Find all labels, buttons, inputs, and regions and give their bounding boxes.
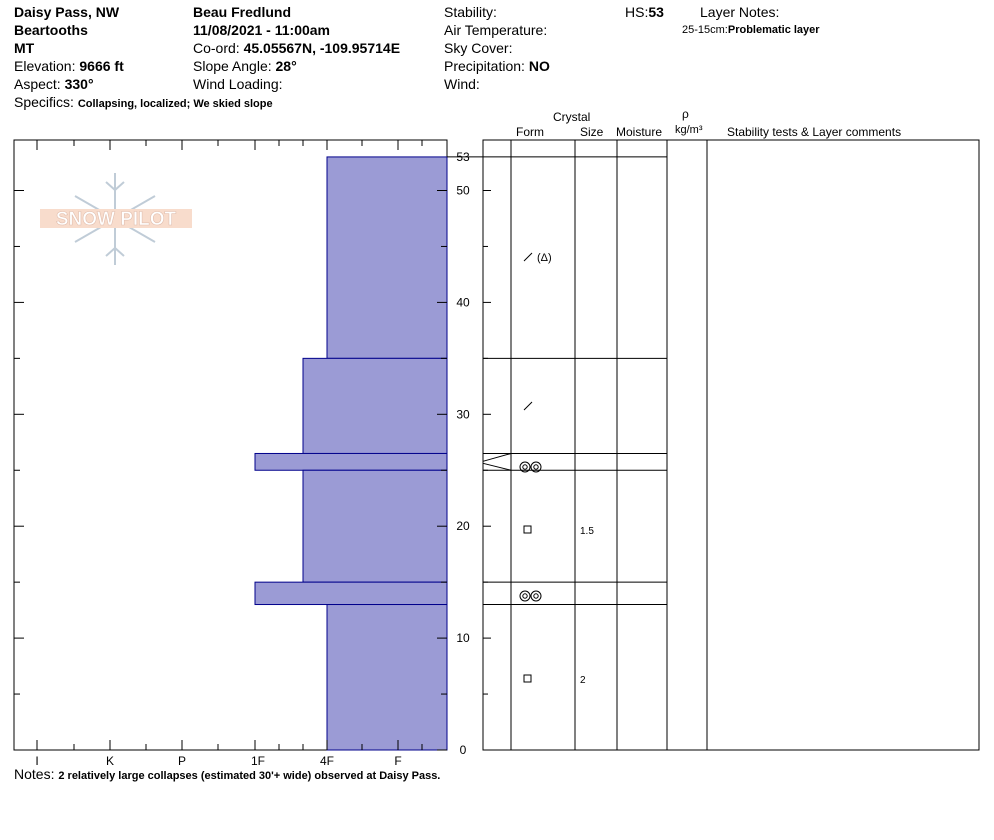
aspect-value: 330° — [64, 76, 94, 92]
y-tick-label-40: 40 — [456, 295, 470, 310]
mountain-range: Beartooths — [14, 22, 88, 38]
form-symbol-precip-particle — [524, 253, 532, 261]
hs-value: 53 — [648, 4, 664, 20]
hardness-bar-2 — [303, 358, 447, 453]
elevation-value: 9666 ft — [79, 58, 124, 74]
rho-header: ρ — [682, 107, 689, 121]
x-tick-label-P: P — [177, 754, 187, 768]
datetime: 11/08/2021 - 11:00am — [193, 22, 331, 38]
hardness-bar-3 — [255, 453, 447, 470]
crystal-header: Crystal — [553, 110, 591, 124]
density-unit-header: kg/m³ — [675, 124, 703, 136]
comments-header: Stability tests & Layer comments — [727, 125, 902, 139]
aspect-label: Aspect: — [14, 76, 61, 92]
form-symbol-decomposing — [524, 402, 532, 410]
x-tick-label-K: K — [105, 754, 115, 768]
coord-value: 45.05567N, -109.95714E — [243, 40, 401, 56]
air-temp-label: Air Temperature: — [444, 22, 548, 38]
notes — [14, 766, 440, 782]
slope-label: Slope Angle: — [193, 58, 272, 74]
y-tick-label-0: 0 — [459, 743, 467, 757]
crystal-size-3: 1.5 — [580, 526, 594, 537]
form-symbol-melt-inner-2-1 — [534, 465, 538, 469]
form-symbol-melt-outer-4-1 — [531, 591, 541, 601]
location: Daisy Pass, NW — [14, 4, 120, 20]
moisture-header: Moisture — [616, 125, 663, 139]
x-tick-label-4F: 4F — [319, 754, 335, 768]
form-header: Form — [516, 125, 544, 139]
layer-connector-top — [483, 453, 511, 461]
hardness-bar-6 — [327, 605, 447, 750]
specifics-label: Specifics: — [14, 94, 74, 110]
precip-value: NO — [528, 58, 550, 74]
layer-note-range: 25-15cm: — [682, 24, 728, 36]
notes-label: Notes: — [14, 766, 55, 782]
state: MT — [14, 40, 35, 56]
crystal-size-5: 2 — [580, 675, 586, 686]
y-tick-label-53: 53 — [456, 149, 470, 164]
x-tick-label-1F: 1F — [250, 754, 266, 768]
layer-connector-bottom — [483, 463, 511, 470]
wind-loading-label: Wind Loading: — [193, 76, 283, 92]
y-tick-label-30: 30 — [456, 407, 470, 422]
sky-cover-label: Sky Cover: — [444, 40, 513, 56]
slope-value: 28° — [275, 58, 297, 74]
logo-text: SNOW PILOT — [55, 209, 177, 230]
wind-label: Wind: — [444, 76, 480, 92]
form-symbol-faceted-bracket: (Δ) — [537, 252, 552, 264]
form-symbol-melt-inner-2-0 — [523, 465, 527, 469]
form-symbol-faceted-3 — [524, 526, 531, 533]
form-symbol-melt-inner-4-1 — [534, 594, 538, 598]
coord-label: Co-ord: — [193, 40, 240, 56]
y-tick-label-10: 10 — [456, 631, 470, 646]
x-tick-label-F: F — [394, 754, 402, 768]
hs-label: HS: — [625, 4, 649, 20]
size-header: Size — [580, 125, 604, 139]
layer-note-text: Problematic layer — [727, 24, 820, 36]
hardness-bar-4 — [303, 470, 447, 582]
layer-table-frame — [483, 140, 979, 750]
snowpilot-logo — [40, 173, 192, 265]
layer-notes-label: Layer Notes: — [700, 4, 780, 20]
hardness-bar-5 — [255, 582, 447, 604]
notes-text: 2 relatively large collapses (estimated 30'+ wide) observed at Daisy Pass. — [58, 770, 441, 782]
x-tick-label-I: I — [35, 754, 39, 768]
form-symbol-faceted-5 — [524, 675, 531, 682]
form-symbol-melt-outer-4-0 — [520, 591, 530, 601]
precip-label: Precipitation: — [444, 58, 525, 74]
stability-label: Stability: — [444, 4, 497, 20]
hardness-bar-1 — [327, 157, 447, 358]
form-symbol-melt-inner-4-0 — [523, 594, 527, 598]
observer: Beau Fredlund — [193, 4, 292, 20]
y-tick-label-50: 50 — [456, 183, 470, 198]
y-tick-label-20: 20 — [456, 519, 470, 534]
elevation-label: Elevation: — [14, 58, 76, 74]
specifics-value: Collapsing, localized; We skied slope — [77, 98, 273, 110]
